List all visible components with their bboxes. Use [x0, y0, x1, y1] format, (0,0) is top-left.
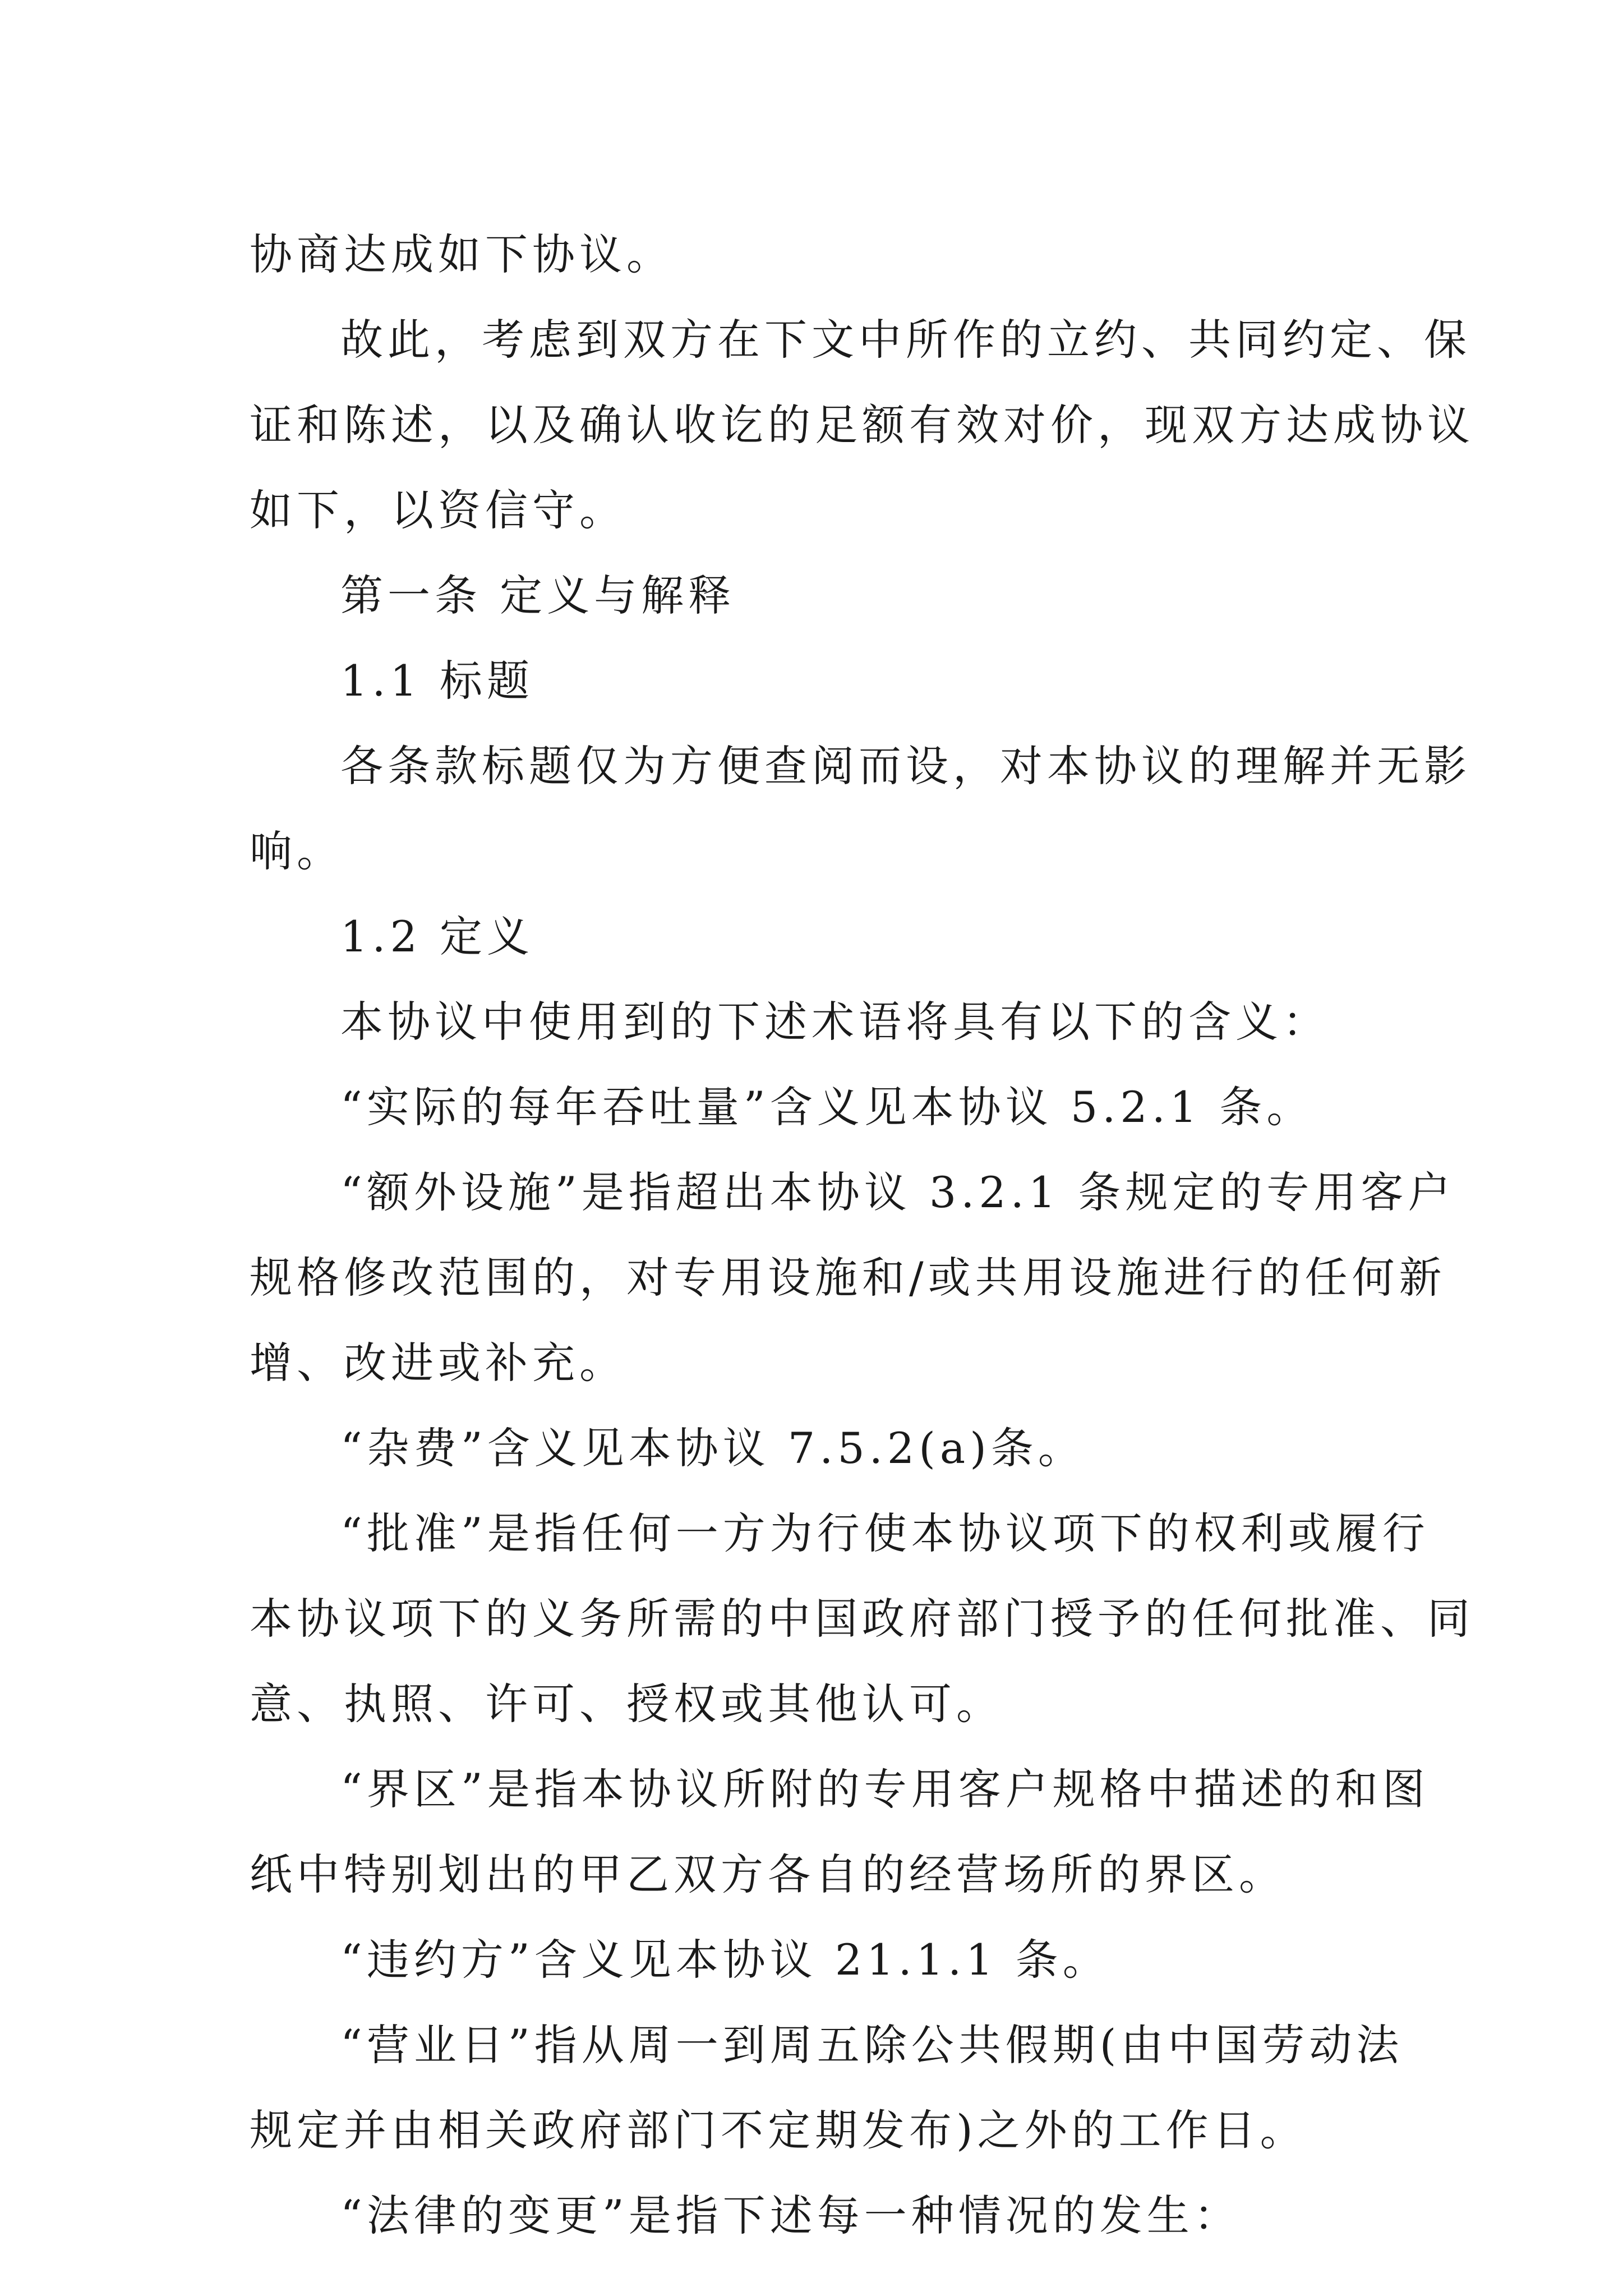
definition-line: “违约方”含义见本协议 21.1.1 条。 [340, 1935, 1110, 1985]
section-heading: 第一条 定义与解释 [340, 570, 736, 620]
subsection-heading: 1.2 定义 [340, 912, 534, 961]
document-body [250, 212, 1474, 2258]
text-line: 如下，以资信守。 [250, 485, 626, 535]
text-line: 纸中特别划出的甲乙双方各自的经营场所的界区。 [250, 1849, 1286, 1899]
definition-line: “杂费”含义见本协议 7.5.2(a)条。 [340, 1423, 1085, 1473]
text-line: 规格修改范围的，对专用设施和/或共用设施进行的任何新 [250, 1253, 1446, 1303]
text-line: 本协议中使用到的下述术语将具有以下的含义： [340, 997, 1330, 1047]
subsection-heading: 1.1 标题 [340, 656, 534, 706]
text-line: 增、改进或补充。 [250, 1338, 626, 1388]
text-line: 响。 [250, 826, 344, 876]
definition-line: “批准”是指任何一方为行使本协议项下的权利或履行 [340, 1508, 1430, 1558]
text-line: 意、执照、许可、授权或其他认可。 [250, 1679, 1003, 1729]
text-line: 规定并由相关政府部门不定期发布)之外的工作日。 [250, 2105, 1307, 2155]
text-line: 故此，考虑到双方在下文中所作的立约、共同约定、保 [340, 315, 1471, 365]
text-line: 本协议项下的义务所需的中国政府部门授予的任何批准、同 [250, 1594, 1474, 1644]
text-line: 协商达成如下协议。 [250, 229, 674, 279]
definition-line: “界区”是指本协议所附的专用客户规格中描述的和图 [340, 1764, 1430, 1814]
definition-line: “实际的每年吞吐量”含义见本协议 5.2.1 条。 [340, 1082, 1314, 1132]
definition-line: “法律的变更”是指下述每一种情况的发生： [340, 2191, 1241, 2240]
definition-line: “额外设施”是指超出本协议 3.2.1 条规定的专用客户 [340, 1167, 1455, 1217]
text-line: 各条款标题仅为方便查阅而设，对本协议的理解并无影 [340, 741, 1471, 791]
definition-line: “营业日”指从周一到周五除公共假期(由中国劳动法 [340, 2020, 1404, 2070]
text-line: 证和陈述，以及确认收讫的足额有效对价，现双方达成协议 [250, 400, 1474, 450]
